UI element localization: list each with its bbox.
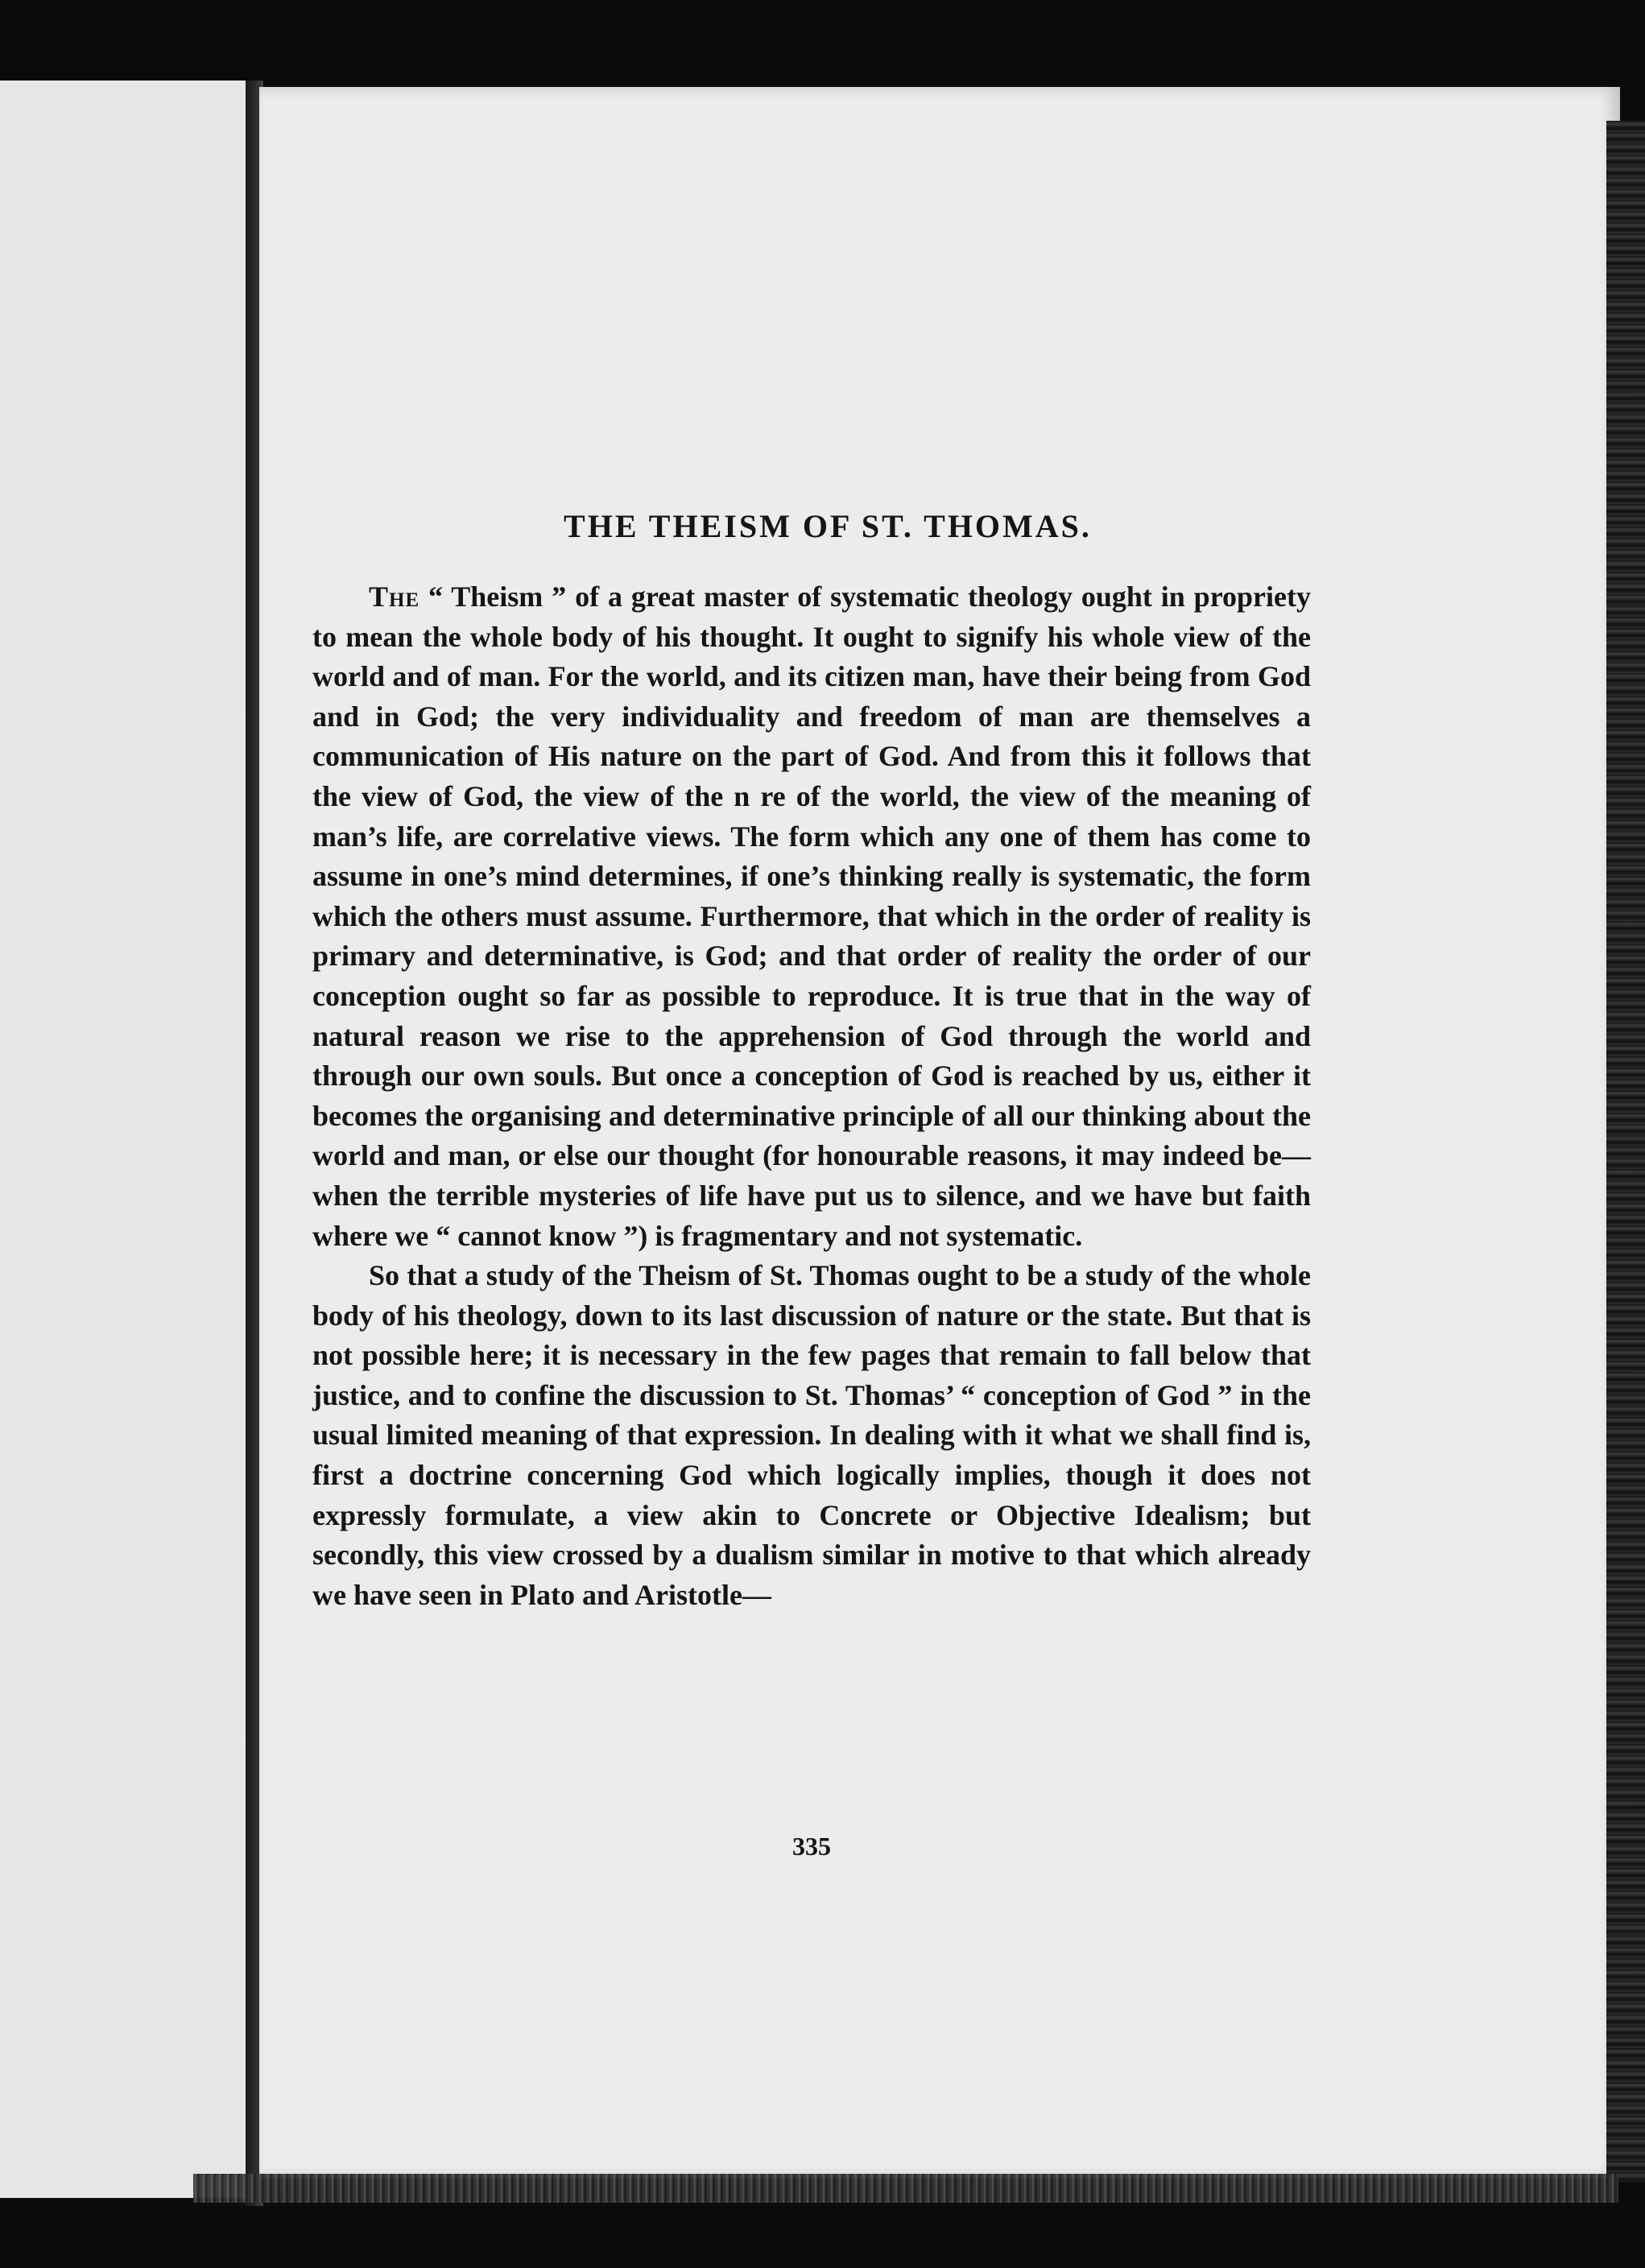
paragraph-text: “ Theism ” of a great master of systematic theology ought in propriety to mean the whole body of his thought. It ought to signify his whole view of the world and of man. For the world, and its citizen man, have their being from God and in God; the very individuality and freedom of man are themselves a communication of His nature on the part of God. And from this it follows that the view of God, the view of the n re of the world, the view of the meaning of man’s life, are correlative views. The form which any one of them has come to assume in one’s mind determines, if one’s thinking really is systematic, the form which the others must assume. Furthermore, that which in the order of reality is primary and determinative, is God; and that order of reality the order of our conception ought so far as possible to reproduce. It is true that in the way of natural reason we rise to the apprehension of God through the world and through our own souls. But once a conception of God is reached by us, either it becomes the organising and determinative principle of all our thinking about the world and man, or else our thought (for honourable reasons, it may indeed be—when the terrible mysteries of life have put us to silence, and we have but faith where we “ cannot know ”) is fragmentary and not systematic.	[312, 580, 1311, 1252]
paragraph-1	[312, 577, 1311, 1256]
page-stack-bottom-edge	[193, 2174, 1618, 2203]
paragraph-2	[312, 1256, 1311, 1615]
page-content	[312, 507, 1311, 1615]
paragraph-text: So that a study of the Theism of St. Thomas ought to be a study of the whole body of his theology, down to its last discussion of nature or the state. But that is not possible here; it is necessary in the few pages that remain to fall below that justice, and to confine the discussion to St. Thomas’ “ conception of God ” in the usual limited meaning of that expression. In dealing with it what we shall find is, first a doctrine concerning God which logically implies, though it does not expressly formulate, a view akin to Concrete or Objective Idealism; but secondly, this view crossed by a dualism similar in motive to that which already we have seen in Plato and Aristotle—	[312, 1259, 1311, 1611]
chapter-title: THE THEISM OF ST. THOMAS.	[564, 508, 1092, 544]
paragraph-lead-word: The	[369, 580, 420, 613]
left-page-edge	[0, 81, 246, 2198]
page-number: 335	[792, 1832, 831, 1861]
page-stack-right-edge	[1606, 121, 1645, 2182]
scan-top-border	[0, 0, 1645, 81]
